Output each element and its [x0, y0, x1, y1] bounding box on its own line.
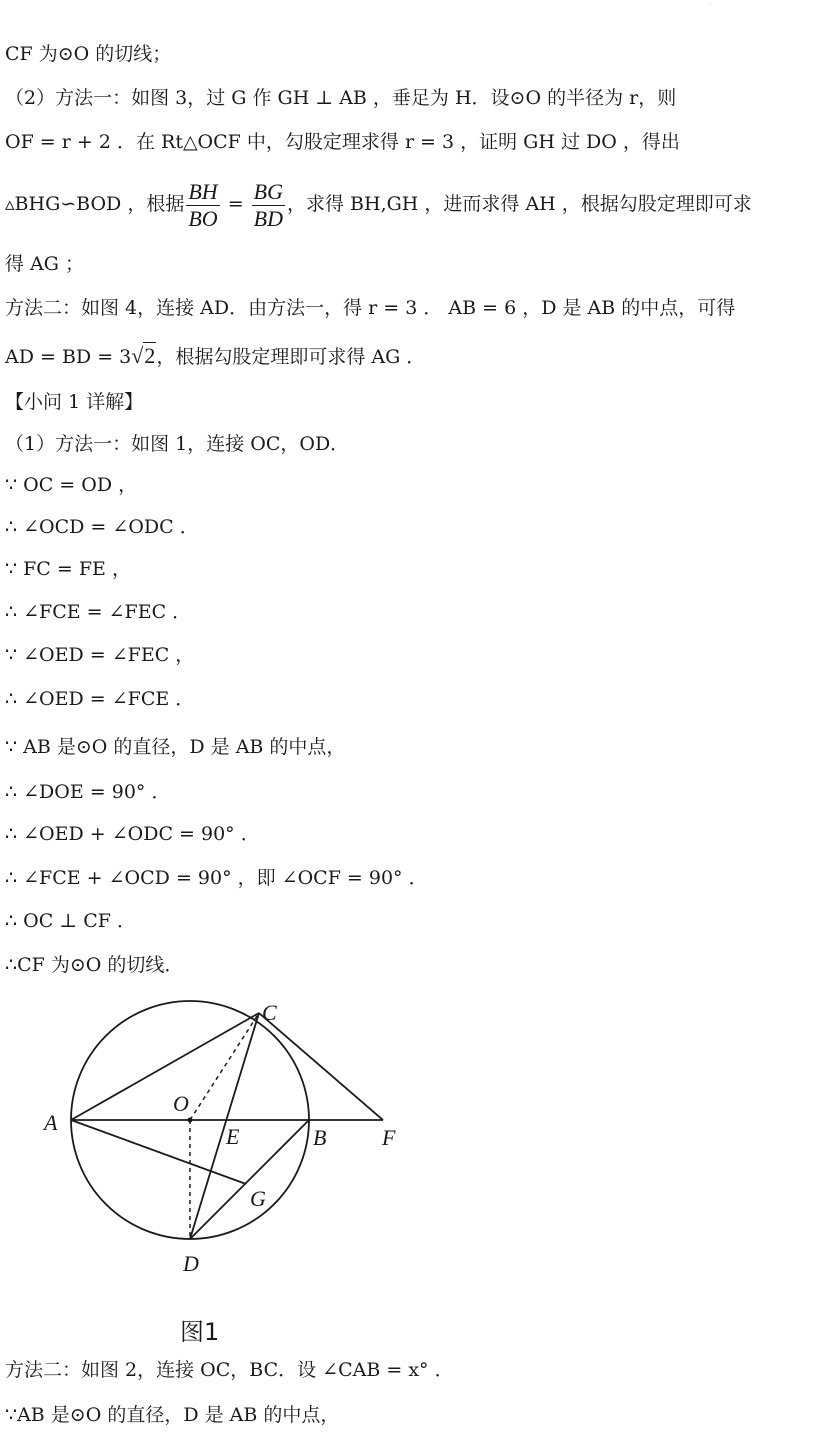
proof-step: ∴ ∠FCE = ∠FEC ．	[5, 601, 192, 623]
fraction-denominator: BO	[188, 205, 218, 231]
text-line-1: CF 为⊙O 的切线；	[5, 43, 172, 65]
fraction-numerator: BG	[253, 178, 283, 204]
proof-step: ∴ ∠OCD = ∠ODC ．	[5, 516, 199, 538]
fraction-bg-bd	[252, 179, 285, 232]
proof-step: ∵ OC = OD ，	[5, 474, 138, 496]
label-a: A	[44, 1110, 58, 1135]
proof-step: ∵ ∠OED = ∠FEC ，	[5, 644, 195, 666]
proof-step: ∵ AB 是⊙O 的直径，D 是 AB 的中点，	[5, 736, 346, 758]
figure-caption: 图1	[180, 1318, 220, 1346]
label-e: E	[226, 1124, 240, 1149]
proof-step: ∵ FC = FE ，	[5, 558, 131, 580]
fraction-bh-bo	[186, 179, 219, 232]
label-o: O	[173, 1091, 189, 1116]
fraction-numerator: BH	[188, 178, 218, 204]
sqrt-radicand: 2	[144, 343, 156, 368]
text-line-9: （1）方法一：如图 1，连接 OC，OD．	[5, 433, 350, 455]
text-line-method-2: 方法二：如图 2，连接 OC，BC．设 ∠CAB = x° ．	[5, 1359, 454, 1381]
label-d: D	[183, 1251, 199, 1276]
proof-step: ∴ ∠DOE = 90° ．	[5, 781, 171, 803]
label-c: C	[262, 1000, 277, 1025]
segment-ag	[71, 1120, 246, 1184]
center-point	[188, 1118, 193, 1123]
section-heading: 【小问 1 详解】	[5, 391, 144, 413]
text-line-3: OF = r + 2 ．在 Rt△OCF 中，勾股定理求得 r = 3 ，证明 GH 过 DO ，得出	[5, 131, 680, 153]
proof-step: ∴CF 为⊙O 的切线．	[5, 954, 184, 976]
text-line-5: 得 AG ；	[5, 253, 84, 275]
fraction-line-prefix: ▵BHG∽BOD ，根据	[5, 193, 185, 215]
geometry-figure	[0, 990, 420, 1290]
proof-step: ∴ ∠OED = ∠FCE ．	[5, 688, 195, 710]
sqrt-line-prefix: AD = BD = 3	[5, 346, 132, 368]
text-line-last: ∵AB 是⊙O 的直径，D 是 AB 的中点，	[5, 1404, 340, 1426]
text-line-2: （2）方法一：如图 3，过 G 作 GH ⊥ AB ，垂足为 H．设⊙O 的半径为 r，则	[5, 87, 677, 109]
segment-cf	[259, 1013, 383, 1120]
label-f: F	[382, 1125, 396, 1150]
sqrt-expression: √2	[131, 343, 156, 368]
text-line-7-sqrt	[5, 344, 425, 369]
text-line-6: 方法二：如图 4，连接 AD．由方法一，得 r = 3 ． AB = 6 ，D 是 AB 的中点，可得	[5, 297, 736, 319]
stray-dot: ·	[709, 2, 711, 9]
proof-step: ∴ ∠OED + ∠ODC = 90° ．	[5, 823, 260, 845]
fraction-denominator: BD	[253, 205, 283, 231]
proof-step: ∴ OC ⊥ CF ．	[5, 910, 136, 932]
proof-step: ∴ ∠FCE + ∠OCD = 90° ，即 ∠OCF = 90° ．	[5, 867, 428, 889]
sqrt-line-suffix: ，根据勾股定理即可求得 AG ．	[156, 346, 426, 368]
label-g: G	[250, 1186, 266, 1211]
label-b: B	[313, 1125, 327, 1150]
fraction-line-suffix: ，求得 BH,GH ，进而求得 AH ，根据勾股定理即可求	[287, 193, 752, 215]
text-line-4-fraction	[5, 176, 752, 232]
fraction-equals: =	[221, 193, 250, 215]
segment-oc-dashed	[190, 1013, 259, 1120]
